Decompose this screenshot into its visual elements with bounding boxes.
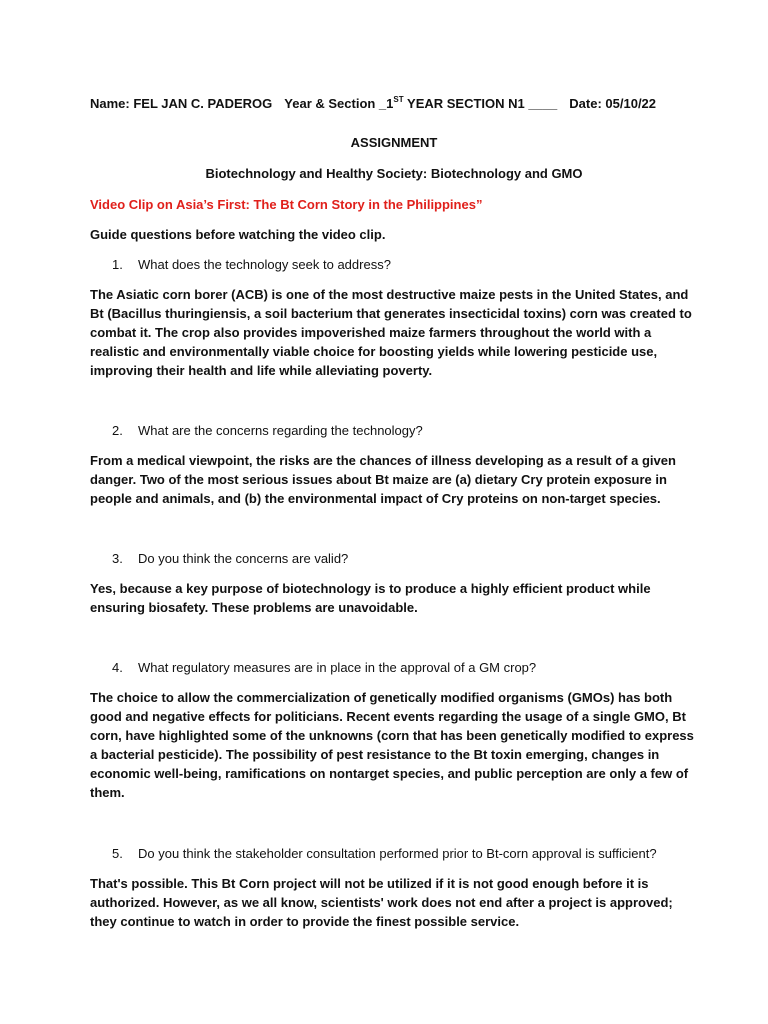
question-number: 3. [112,551,123,566]
video-title: Video Clip on Asia’s First: The Bt Corn Story in the Philippines” [90,197,483,212]
question-text: Do you think the concerns are valid? [138,551,349,566]
answer-2: From a medical viewpoint, the risks are the chances of illness developing as a result of a given danger. Two of the most serious issues about Bt maize are (a) dietary Cry protein exposure in people and animals, and (b) the environmental impact of Cry proteins on non-target species. [90,453,676,506]
question-3 [112,551,698,566]
answer-1: The Asiatic corn borer (ACB) is one of the most destructive maize pests in the United States, and Bt (Bacillus thuringiensis, a soil bacterium that generates insecticidal toxins) corn was created to combat it. The crop also provides impoverished maize farmers throughout the world with a realistic and environmentally viable choice for boosting yields while lowering pesticide use, improving their health and life while alleviating poverty. [90,287,692,378]
question-text: What are the concerns regarding the technology? [138,423,423,438]
question-number: 5. [112,846,123,861]
question-text: Do you think the stakeholder consultation performed prior to Bt-corn approval is sufficient? [138,846,657,861]
document-subheading: Biotechnology and Healthy Society: Biotechnology and GMO [205,166,583,181]
question-5 [112,846,698,861]
document-heading: ASSIGNMENT [350,135,438,150]
question-2 [112,423,698,438]
question-number: 4. [112,660,123,675]
question-number: 1. [112,257,123,272]
question-1 [112,257,698,272]
question-4 [112,660,698,675]
answer-4: The choice to allow the commercialization of genetically modified organisms (GMOs) has both good and negative effects for politicians. Recent events regarding the usage of a single GMO, Bt corn, have highlighted some of the unknowns (corn that has been genetically modified to express a bacterial pesticide). The possibility of pest resistance to the Bt toxin emerging, changes in economic well-being, ramifications on nontarget species, and public perception are only a few of them. [90,690,694,800]
answer-5: That's possible. This Bt Corn project will not be utilized if it is not good enough before it is authorized. However, as we all know, scientists' work does not end after a project is approved; they continue to watch in order to provide the finest possible service. [90,876,673,929]
student-name: Name: FEL JAN C. PADEROG [90,96,273,111]
student-info-line [90,95,698,111]
question-text: What regulatory measures are in place in the approval of a GM crop? [138,660,537,675]
question-number: 2. [112,423,123,438]
guide-intro: Guide questions before watching the video clip. [90,227,386,242]
year-section: Year & Section _1ST YEAR SECTION N1 ____ [284,95,558,111]
answer-3: Yes, because a key purpose of biotechnology is to produce a highly efficient product while ensuring biosafety. These problems are unavoidable. [90,581,651,615]
question-text: What does the technology seek to address? [138,257,391,272]
assignment-date: Date: 05/10/22 [569,96,657,111]
